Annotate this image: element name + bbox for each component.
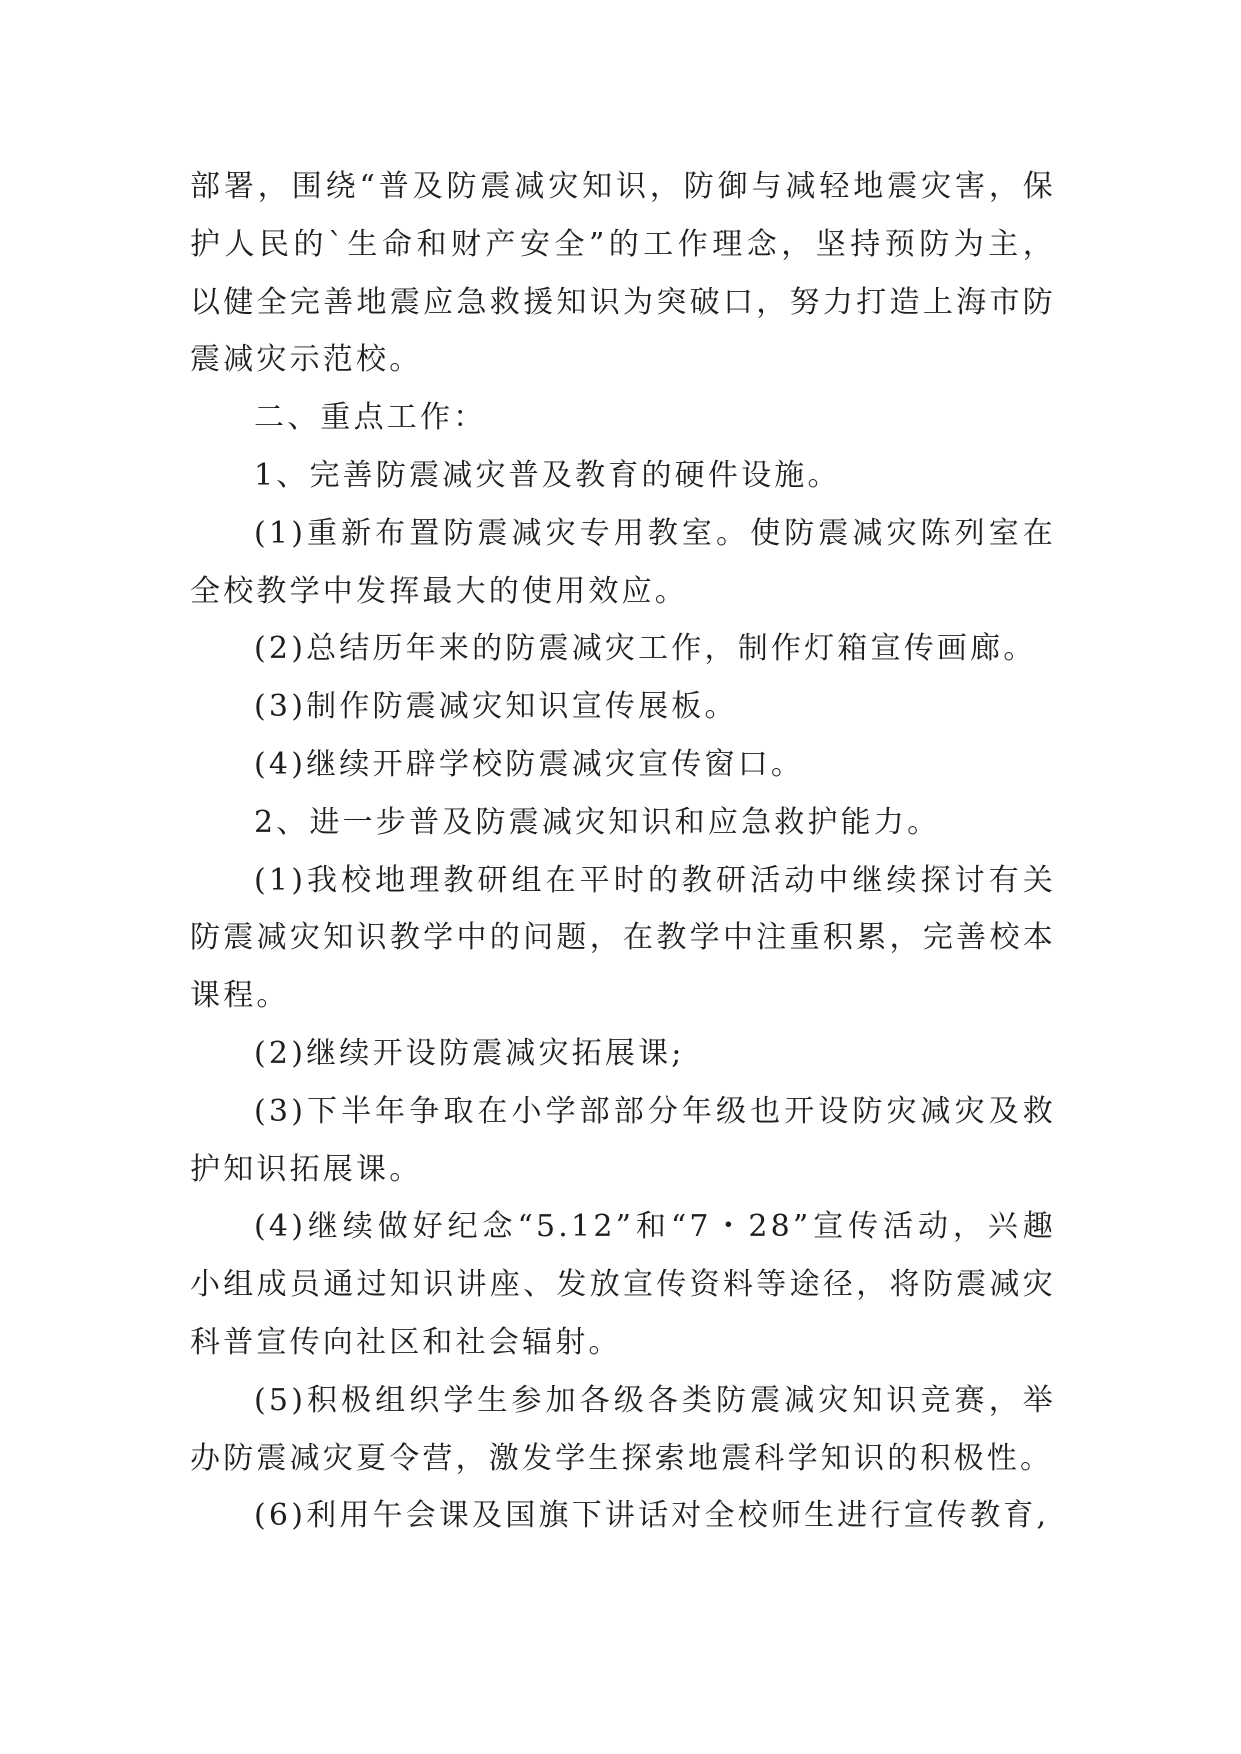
- item-2-1: (1)我校地理教研组在平时的教研活动中继续探讨有关防震减灾知识教学中的问题，在教学中注重积累，完善校本课程。: [190, 862, 1056, 1014]
- body-text: [190, 158, 1056, 1545]
- item-1-1: (1)重新布置防震减灾专用教室。使防震减灾陈列室在全校教学中发挥最大的使用效应。: [190, 515, 1056, 609]
- item-2-5: (5)积极组织学生参加各级各类防震减灾知识竞赛，举办防震减灾夏令营，激发学生探索地震科学知识的积极性。: [190, 1382, 1056, 1476]
- item-2-4: (4)继续做好纪念“5.12”和“7・28”宣传活动，兴趣小组成员通过知识讲座、发放宣传资料等途径，将防震减灾科普宣传向社区和社会辐射。: [190, 1209, 1056, 1360]
- item-2-heading: 2、进一步普及防震减灾知识和应急救护能力。: [254, 804, 941, 840]
- item-1-3: (3)制作防震减灾知识宣传展板。: [254, 689, 738, 725]
- item-2-6: (6)利用午会课及国旗下讲话对全校师生进行宣传教育,: [254, 1498, 1050, 1534]
- item-2-3: (3)下半年争取在小学部部分年级也开设防灾减灾及救护知识拓展课。: [190, 1093, 1056, 1187]
- item-1-heading: 1、完善防震减灾普及教育的硬件设施。: [254, 457, 841, 493]
- section-heading-key-work: 二、重点工作：: [254, 400, 487, 436]
- item-2-2: (2)继续开设防震减灾拓展课;: [254, 1035, 685, 1071]
- item-1-2: (2)总结历年来的防震减灾工作，制作灯箱宣传画廊。: [254, 631, 1037, 667]
- paragraph-intro: 部署，围绕“普及防震减灾知识，防御与减轻地震灾害，保护人民的`生命和财产安全”的工作理念，坚持预防为主，以健全完善地震应急救援知识为突破口，努力打造上海市防震减灾示范校。: [190, 169, 1056, 378]
- item-1-4: (4)继续开辟学校防震减灾宣传窗口。: [254, 746, 805, 782]
